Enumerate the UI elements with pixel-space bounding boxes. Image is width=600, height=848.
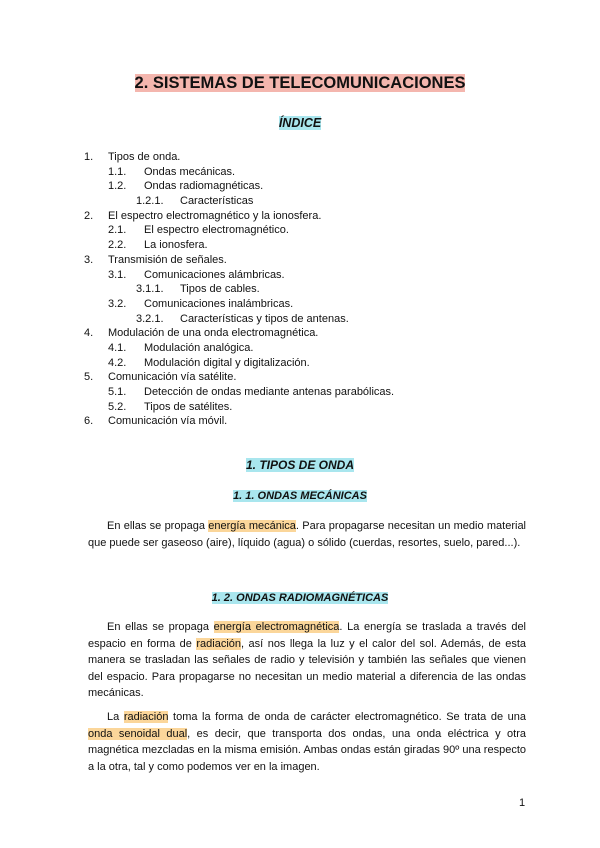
toc-entry: [0, 356, 600, 371]
toc-entry: [0, 326, 600, 341]
index-heading: ÍNDICE: [278, 116, 322, 130]
toc-entry: [0, 400, 600, 415]
toc-entry-number: 4.2.: [108, 356, 127, 369]
toc-entry-label: Comunicaciones inalámbricas.: [144, 297, 294, 310]
toc-entry-number: 3.1.: [108, 268, 127, 281]
toc-entry-number: 6.: [84, 415, 94, 428]
toc-entry: [0, 312, 600, 327]
toc-entry-label: Ondas mecánicas.: [144, 165, 236, 178]
paragraph-ondas-mecanicas: En ellas se propaga energía mecánica. Para propagarse necesitan un medio material que puede ser gaseoso (aire), líquido (agua) o sólido (cuerdas, resortes, suelo, pared...).: [88, 520, 527, 549]
toc-entry: [0, 165, 600, 180]
toc-entry: [0, 370, 600, 385]
paragraph-ondas-radiomagneticas-1: En ellas se propaga energía electromagnética. La energía se traslada a través del espacio en forma de radiación, así nos llega la luz y el calor del sol. Además, de esta manera se trasladan las señales de radio y televisión y también las señales que vienen del espacio. Para propagarse no necesitan un medio material a diferencia de las ondas mecánicas.: [88, 621, 527, 699]
toc-entry-label: Detección de ondas mediante antenas parabólicas.: [144, 386, 395, 398]
toc-entry: [0, 282, 600, 297]
toc-entry-number: 4.1.: [108, 341, 127, 354]
toc-entry: [0, 238, 600, 253]
toc-entry-label: Modulación analógica.: [144, 341, 254, 354]
toc-entry-label: Comunicación vía satélite.: [108, 371, 237, 384]
toc-entry-number: 4.: [84, 327, 94, 340]
toc-entry-label: Modulación de una onda electromagnética.: [108, 327, 319, 340]
toc-entry-number: 5.: [84, 371, 94, 384]
toc-entry-label: Modulación digital y digitalización.: [144, 356, 310, 369]
section-heading-ondas-radiomagneticas: 1. 2. ONDAS RADIOMAGNÉTICAS: [211, 592, 389, 604]
toc-entry: [0, 341, 600, 356]
toc-entry-number: 2.1.: [108, 224, 127, 237]
page-number: 1: [519, 797, 526, 809]
toc-entry: [0, 253, 600, 268]
toc-entry-label: Comunicaciones alámbricas.: [144, 268, 285, 281]
toc-entry-number: 1.: [84, 151, 94, 163]
toc-entry-number: 2.2.: [108, 239, 127, 252]
highlight-onda-senoidal-dual: onda senoidal dual: [88, 727, 188, 740]
toc-entry-number: 3.2.: [108, 297, 127, 310]
toc-entry-number: 5.2.: [108, 400, 127, 413]
table-of-contents: [0, 150, 600, 429]
toc-entry-label: Tipos de satélites.: [144, 400, 233, 413]
toc-entry-label: El espectro electromagnético.: [144, 224, 289, 237]
toc-entry: [0, 209, 600, 224]
toc-entry-label: Tipos de onda.: [108, 151, 181, 163]
toc-entry-number: 1.1.: [108, 165, 127, 178]
toc-entry: [0, 150, 600, 165]
toc-entry: [0, 297, 600, 312]
highlight-energia-mecanica: energía mecánica: [208, 520, 296, 532]
toc-entry-number: 3.2.1.: [136, 312, 164, 325]
toc-entry-label: Tipos de cables.: [180, 283, 260, 296]
highlight-radiacion-2: radiación: [123, 711, 169, 723]
toc-entry-number: 3.: [84, 253, 94, 266]
highlight-radiacion: radiación: [196, 637, 242, 650]
toc-entry-number: 1.2.1.: [136, 195, 164, 208]
toc-entry: [0, 179, 600, 194]
paragraph-ondas-radiomagneticas-2: La radiación toma la forma de onda de carácter electromagnético. Se trata de una onda senoidal dual, es decir, que transporta dos ondas, una onda eléctrica y otra magnética mezcladas en la misma emisión. Ambas ondas están giradas 90º una respecto a la otra, tal y como podemos ver en la imagen.: [88, 711, 526, 773]
section-heading-tipos-de-onda: 1. TIPOS DE ONDA: [245, 458, 355, 472]
toc-entry-number: 2.: [84, 209, 94, 222]
toc-entry: [0, 194, 600, 209]
toc-entry-label: Transmisión de señales.: [108, 253, 227, 266]
toc-entry: [0, 223, 600, 238]
toc-entry: [0, 268, 600, 283]
toc-entry-label: Ondas radiomagnéticas.: [144, 180, 264, 193]
toc-entry-label: El espectro electromagnético y la ionosfera.: [108, 209, 322, 222]
toc-entry-number: 5.1.: [108, 386, 127, 398]
document-title: 2. SISTEMAS DE TELECOMUNICACIONES: [134, 74, 466, 92]
toc-entry: [0, 414, 600, 429]
toc-entry-label: Características y tipos de antenas.: [180, 312, 349, 325]
toc-entry-number: 1.2.: [108, 180, 127, 193]
toc-entry-number: 3.1.1.: [136, 283, 164, 296]
toc-entry: [0, 385, 600, 400]
toc-entry-label: Características: [180, 195, 254, 208]
section-heading-ondas-mecanicas: 1. 1. ONDAS MECÁNICAS: [233, 490, 367, 502]
toc-entry-label: Comunicación vía móvil.: [108, 415, 228, 428]
toc-entry-label: La ionosfera.: [144, 239, 208, 252]
highlight-energia-electromagnetica: energía electromagnética: [213, 621, 340, 633]
